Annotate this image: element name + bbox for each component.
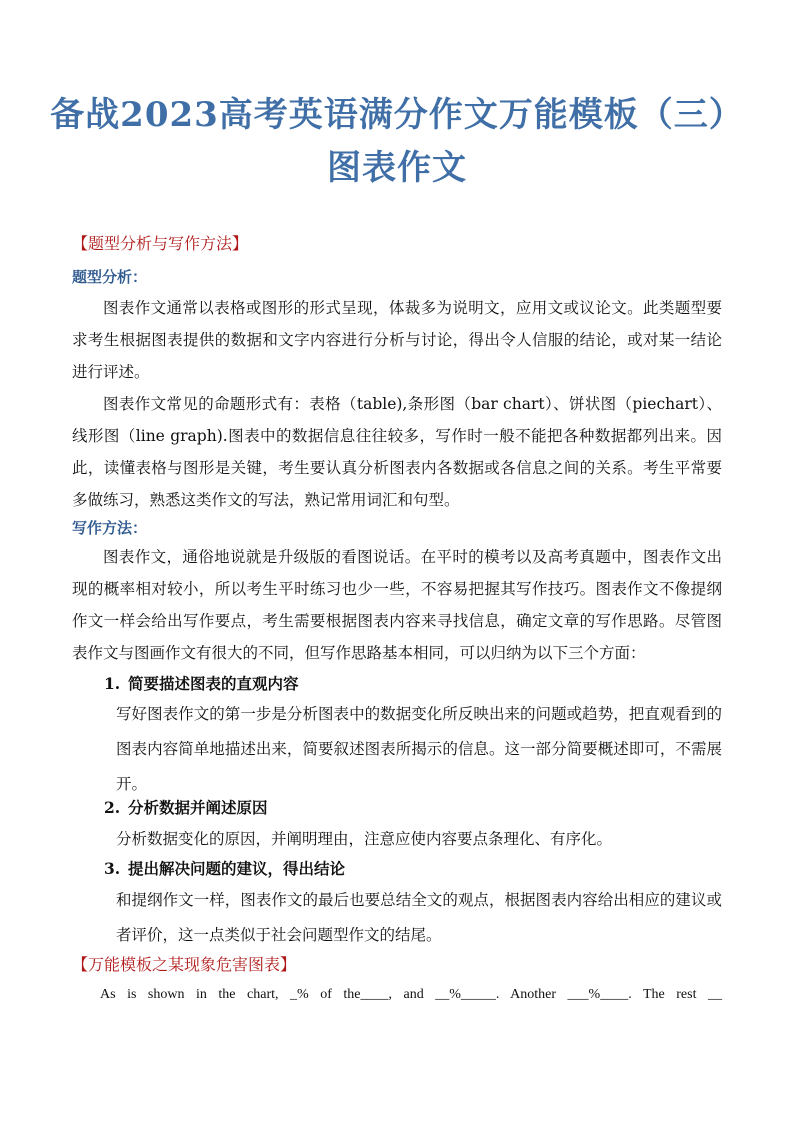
section-label-template: 【万能模板之某现象危害图表】 [72, 955, 297, 974]
document-title-line2: 图表作文 [327, 148, 467, 188]
analysis-paragraph-2: 图表作文常见的命题形式有：表格（table),条形图（bar chart）、饼状图（piechart）、线形图（line graph).图表中的数据信息往往较多，写作时一般不能把各种数据都列出来。因此，读懂表格与图形是关键，考生要认真分析图表内各数据或各信息之间的关系。考生平常要多做练习，熟悉这类作文的写法，熟记常用词汇和句型。 [72, 395, 722, 509]
method-paragraph: 图表作文，通俗地说就是升级版的看图说话。在平时的模考以及高考真题中，图表作文出现的概率相对较小，所以考生平时练习也少一些，不容易把握其写作技巧。图表作文不像提纲作文一样会给出写作要点，考生需要根据图表内容来寻找信息，确定文章的写作思路。尽管图表作文与图画作文有很大的不同，但写作思路基本相同，可以归纳为以下三个方面： [72, 548, 722, 662]
method-item-3-heading [104, 857, 345, 881]
method-item-3-body: 和提纲作文一样，图表作文的最后也要总结全文的观点，根据图表内容给出相应的建议或者评价，这一点类似于社会问题型作文的结尾。 [116, 891, 722, 944]
method-item-2-body: 分析数据变化的原因，并阐明理由，注意应使内容要点条理化、有序化。 [116, 830, 613, 848]
method-item-3-number: 3. [104, 859, 121, 878]
method-item-2-title: 分析数据并阐述原因 [128, 798, 268, 817]
method-item-2-heading [104, 796, 268, 820]
section-label-analysis-method: 【题型分析与写作方法】 [72, 234, 249, 253]
method-item-2-number: 2. [104, 798, 121, 817]
template-sentence: As is shown in the chart, _% of the____, and __%_____. Another ___%____. The rest __ [100, 987, 722, 1002]
analysis-heading: 题型分析： [72, 268, 148, 286]
method-item-1-body: 写好图表作文的第一步是分析图表中的数据变化所反映出来的问题或趋势，把直观看到的图表内容简单地描述出来，简要叙述图表所揭示的信息。这一部分简要概述即可，不需展开。 [116, 705, 722, 793]
method-item-1-heading [104, 672, 299, 696]
document-title-line1: 备战2023高考英语满分作文万能模板（三） [50, 95, 744, 135]
method-item-3-title: 提出解决问题的建议，得出结论 [128, 859, 346, 878]
method-item-1-number: 1. [104, 674, 121, 693]
method-item-1-title: 简要描述图表的直观内容 [128, 674, 299, 693]
method-heading: 写作方法： [72, 519, 148, 537]
analysis-paragraph-1: 图表作文通常以表格或图形的形式呈现，体裁多为说明文，应用文或议论文。此类题型要求考生根据图表提供的数据和文字内容进行分析与讨论，得出令人信服的结论，或对某一结论进行评述。 [72, 299, 722, 381]
